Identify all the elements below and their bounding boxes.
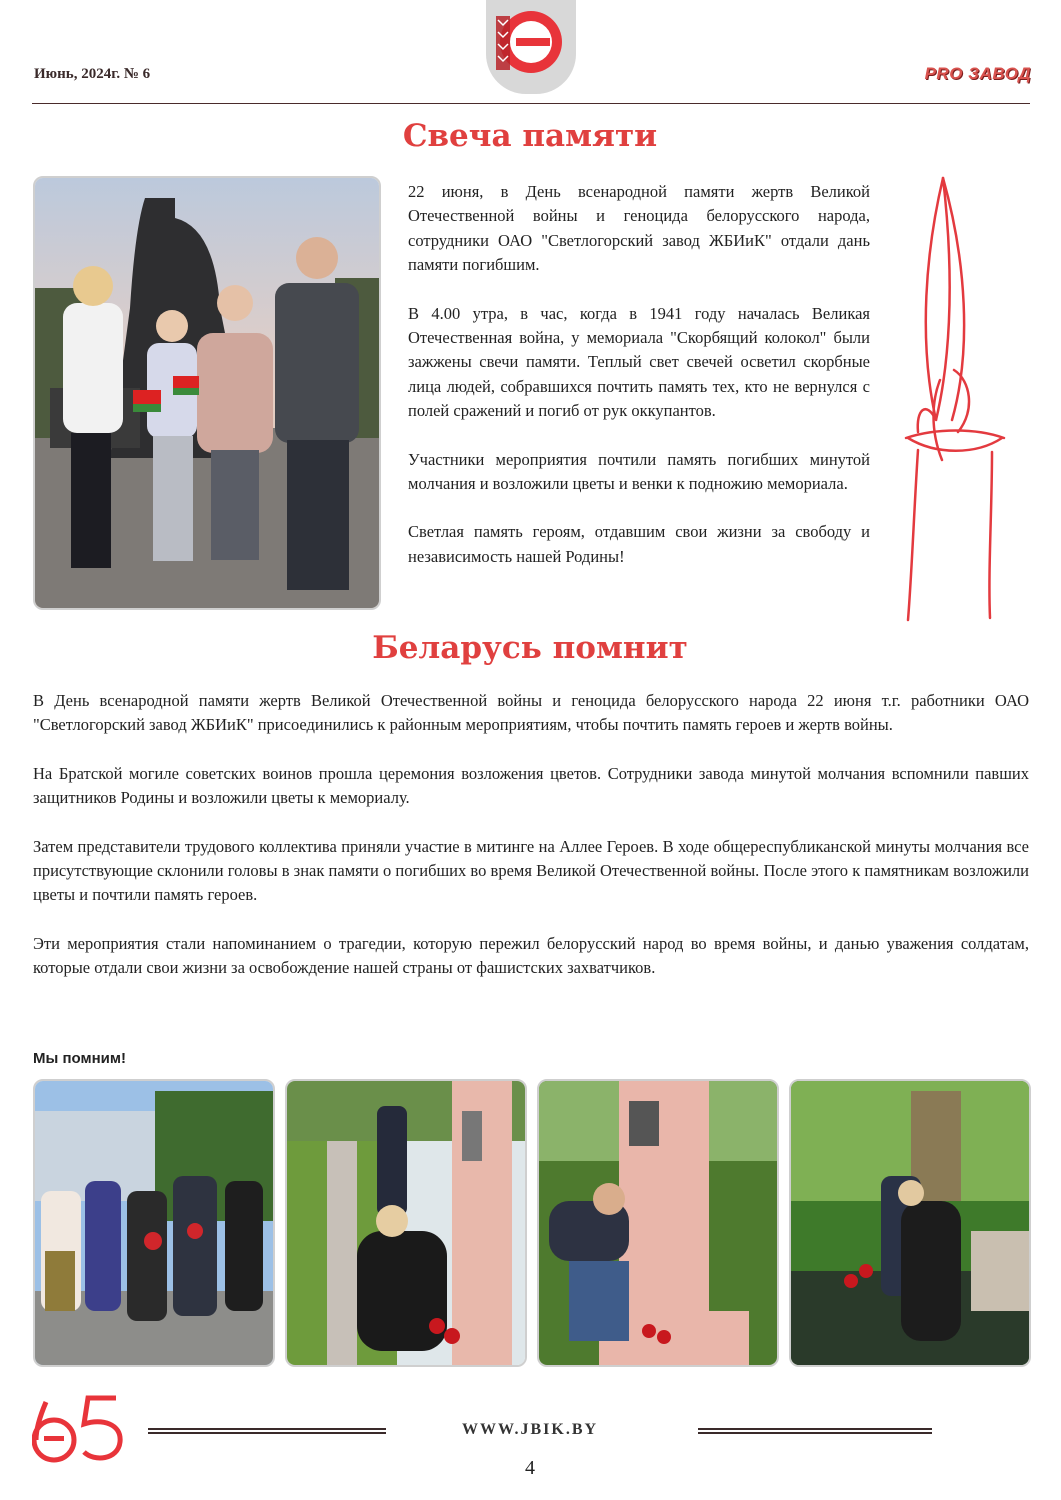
gallery-photo	[537, 1079, 779, 1367]
article2-paragraph: На Братской могиле советских воинов прошла церемония возложения цветов. Сотрудники завода минутой молчания вспомнили павших защитников Родины и возложили цветы к мемориалу.	[33, 763, 1029, 808]
gallery-photo	[285, 1079, 527, 1367]
anniversary-logo	[32, 1390, 127, 1470]
footer-divider-right	[698, 1428, 932, 1434]
article1-heading	[300, 118, 760, 154]
footer-divider-left	[148, 1428, 386, 1434]
website-link[interactable]: WWW.JBIK.BY	[461, 1421, 599, 1438]
page-number: 4	[525, 1457, 535, 1479]
gallery-photo	[33, 1079, 275, 1367]
article1-title: Свеча памяти	[402, 118, 658, 154]
company-logo	[486, 0, 576, 94]
issue-date: Июнь, 2024г. № 6	[34, 66, 151, 82]
article1-paragraph: Светлая память героям, отдавшим свои жизни за свободу и независимость нашей Родины!	[408, 522, 870, 566]
closing-line: Мы помним!	[33, 1050, 126, 1067]
memorial-group-photo	[33, 176, 381, 610]
article2-paragraph: В День всенародной памяти жертв Великой Отечественной войны и геноцида белорусского народа 22 июня т.г. работники ОАО "Светлогорский завод ЖБИиК" присоединились к районным мероприятиям, чтобы почтить память героев и жертв войны.	[33, 691, 1029, 735]
article2-heading	[300, 630, 760, 666]
article1-body	[408, 180, 870, 593]
article2-paragraph: Затем представители трудового коллектива приняли участие в митинге на Аллее Героев. В ходе общереспубликанской минуты молчания все присутствующие склонили головы в знак памяти о погибших во время Великой Отечественной войны. После этого к памятникам возложили цветы и почтили память героев.	[33, 836, 1029, 905]
article1-paragraph: 22 июня, в День всенародной памяти жертв Великой Отечественной войны и геноцида белорусского народа, сотрудники ОАО "Светлогорский завод ЖБИиК" отдали дань памяти погибшим.	[408, 182, 870, 275]
gallery-photo	[789, 1079, 1031, 1367]
candle-illustration	[896, 170, 1016, 630]
article1-paragraph: Участники мероприятия почтили память погибших минутой молчания и возложили цветы и венки к подножию мемориала.	[408, 449, 870, 494]
newsletter-brand: PRO ЗАВОД	[924, 64, 1031, 83]
article2-body	[33, 689, 1029, 1005]
article2-paragraph: Эти мероприятия стали напоминанием о трагедии, которую пережил белорусский народ во время войны, и данью уважения солдатам, которые отдали свои жизни за освобождение нашей страны от фашистских захватчиков.	[33, 933, 1029, 978]
article1-paragraph: В 4.00 утра, в час, когда в 1941 году началась Великая Отечественная война, у мемориала "Скорбящий колокол" были зажжены свечи памяти. Теплый свет свечей осветил скорбные лица людей, собравшихся почтить память тех, кто не вернулся с полей сражений и погиб от рук оккупантов.	[408, 303, 870, 421]
article2-title: Беларусь помнит	[372, 630, 688, 666]
header-divider	[32, 103, 1030, 104]
